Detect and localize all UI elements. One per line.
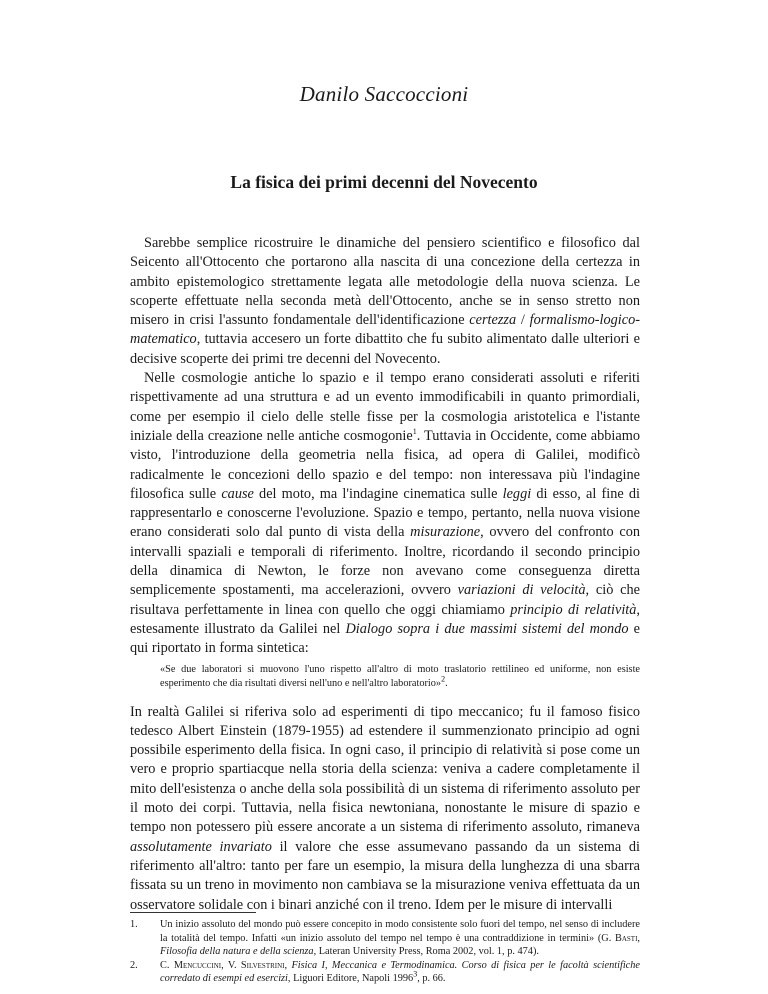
block-quote: «Se due laboratori si muovono l'uno rispetto all'altro di moto traslatorio rettilineo ed uniforme, non esiste esperimento che dia risultati diversi nell'uno e nell'altro laboratorio»$^2$. (160, 663, 640, 689)
footnote-2 (130, 959, 640, 986)
footnote-text: C. Mencuccini, V. Silvestrini, Fisica I, Meccanica e Termodinamica. Corso di fisica per le facoltà scientifiche corredato di esempi ed esercizi, Liguori Editore, Napoli 1996$^3$, p. 66. (160, 959, 640, 985)
paragraph-2: Nelle cosmologie antiche lo spazio e il tempo erano considerati assoluti e riferiti rispettivamente ad una struttura e ad un evento immodificabili in quanto primordiali, come per esempio il cielo delle stelle fisse per la cosmologia aristotelica e l'istante iniziale della creazione nelle antiche cosmogonie$^1$. Tuttavia in Occidente, come abbiamo visto, l'introduzione della geometria nella fisica, ad opera di Galilei, modificò radicalmente le concezioni dello spazio e del tempo: non interessava più l'indagine filosofica sulle cause del moto, ma l'indagine cinematica sulle leggi di esso, al fine di rappresentarlo e conoscerne l'evoluzione. Spazio e tempo, pertanto, nella nuova visione erano considerati solo dal punto di vista della misurazione, ovvero del confronto con intervalli spaziali e temporali di riferimento. Inoltre, ricordando il secondo principio della dinamica di Newton, le forze non avevano come conseguenza diretta semplicemente spostamenti, ma accelerazioni, ovvero variazioni di velocità, ciò che risultava perfettamente in linea con quello che oggi chiamiamo principio di relatività, estesamente illustrato da Galilei nel Dialogo sopra i due massimi sistemi del mondo e qui riportato in forma sintetica: (130, 370, 641, 657)
author-name: Danilo Saccoccioni (299, 82, 469, 106)
footnote-text: Un inizio assoluto del mondo può essere concepito in modo consistente solo fuori del tempo, nel senso di includere la totalità del tempo. Infatti «un inizio assoluto del tempo nel tempo è una contraddizione in termini» (G. Basti, Filosofia della natura e della scienza, Lateran University Press, Roma 2002, vol. 1, p. 474). (160, 919, 640, 958)
main-text (130, 234, 640, 915)
footnote-ref-2: 2 (441, 674, 446, 684)
footnotes (130, 918, 640, 986)
footnote-divider (130, 912, 256, 913)
footnote-number: 1. (130, 919, 138, 930)
footnote-ref-1: 1 (412, 427, 417, 437)
chapter-title: La fisica dei primi decenni del Novecento (230, 172, 538, 192)
footnote-number: 2. (130, 959, 138, 971)
paragraph-1: Sarebbe semplice ricostruire le dinamiche del pensiero scientifico e filosofico dal Seicento all'Ottocento che portarono alla nascita di una concezione della certezza in ambito epistemologico strettamente legata alle metodologie della nuova scienza. Le scoperte effettuate nella seconda metà dell'Ottocento, anche se in senso stretto non misero in crisi l'assunto fondamentale dell'identificazione certezza / formalismo-logico-matematico, tuttavia accesero un forte dibattito che fu subito alimentato dalle ulteriori e decisive scoperte dei primi tre decenni del Novecento. (130, 235, 640, 367)
paragraph-3: In realtà Galilei si riferiva solo ad esperimenti di tipo meccanico; fu il famoso fisico tedesco Albert Einstein (1879-1955) ad estendere il summenzionato principio ad ogni possibile esperimento della fisica. In ogni caso, il principio di relatività si pose come un vero e proprio spartiacque nella storia della scienza: veniva a cadere completamente il mito dell'esistenza o anche della sola possibilità di un sistema di riferimento assoluto per il moto dei corpi. Tuttavia, nella fisica newtoniana, nonostante le misure di spazio e tempo non potessero più essere ancorate a un sistema di riferimento assoluto, rimaneva assolutamente invariato il valore che esse assumevano passando da un sistema di riferimento all'altro: tanto per fare un esempio, la misura della lunghezza di una sbarra fissata su un treno in movimento non cambiava se la misurazione veniva effettuata da un osservatore solidale con i binari anziché con il treno. Idem per le misure di intervalli (130, 703, 641, 913)
footnote-1 (130, 918, 640, 959)
